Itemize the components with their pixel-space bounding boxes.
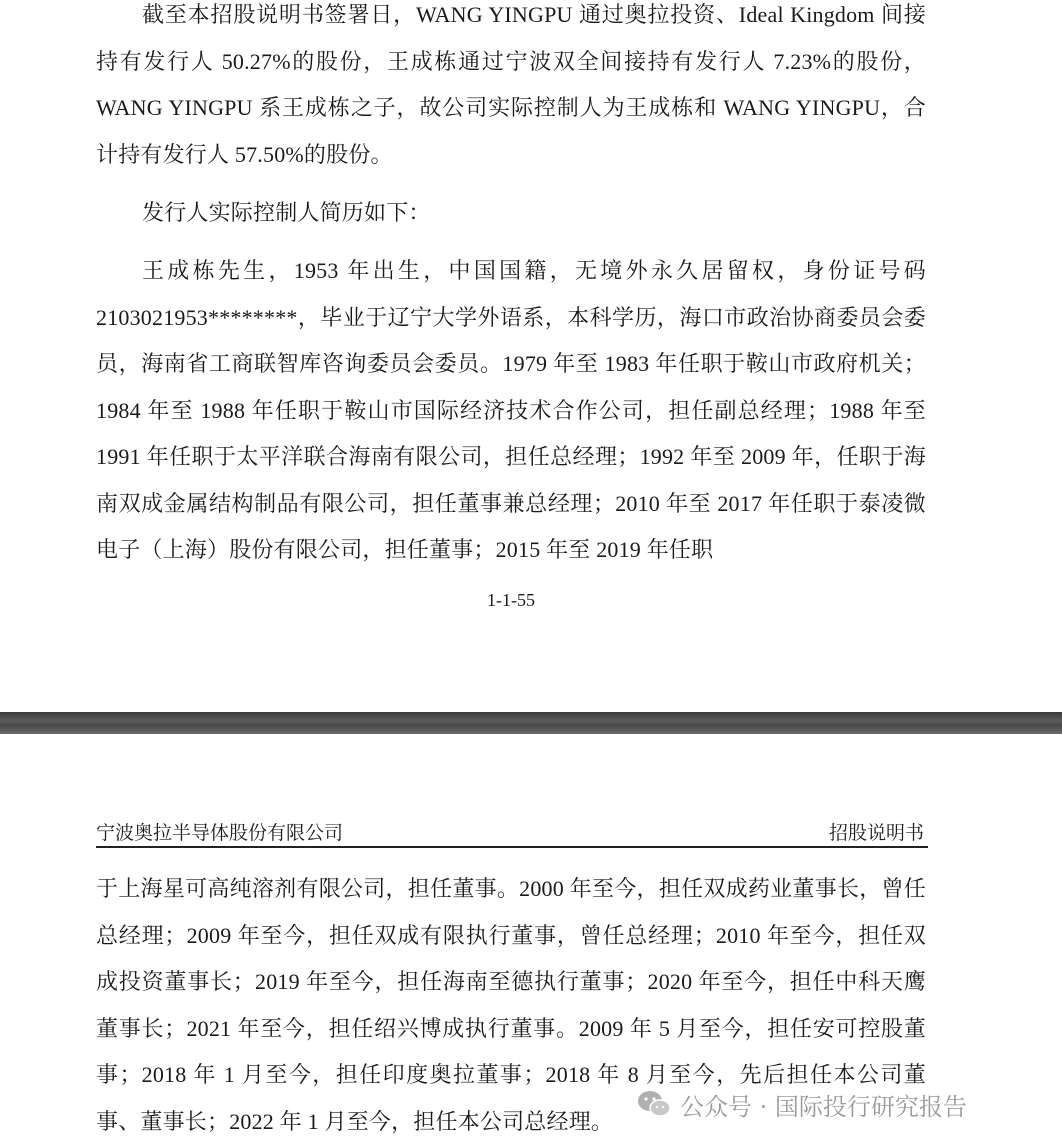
paragraph-bio-continued: 于上海星可高纯溶剂有限公司，担任董事。2000 年至今，担任双成药业董事长，曾任总经理；2009 年至今，担任双成有限执行董事，曾任总经理；2010 年至今，担任双成投资董事长；2019 年至今，担任海南至德执行董事；2020 年至今，担任中科天鹰董事长；2021 年至今，担任绍兴博成执行董事。2009 年 5 月至今，担任安可控股董事；2018 年 1 月至今，担任印度奥拉董事；2018 年 8 月至今，先后担任本公司董事、董事长；2022 年 1 月至今，担任本公司总经理。 bbox=[96, 876, 926, 1134]
paragraph-bio-wang-chengdong: 王成栋先生，1953 年出生，中国国籍，无境外永久居留权，身份证号码 2103021953********，毕业于辽宁大学外语系，本科学历，海口市政治协商委员会委员，海南省工商联智库咨询委员会委员。1979 年至 1983 年任职于鞍山市政府机关；1984 年至 1988 年任职于鞍山市国际经济技术合作公司，担任副总经理；1988 年至 1991 年任职于太平洋联合海南有限公司，担任总经理；1992 年至 2009 年，任职于海南双成金属结构制品有限公司，担任董事兼总经理；2010 年至 2017 年任职于泰凌微电子（上海）股份有限公司，担任董事；2015 年至 2019 年任职 bbox=[96, 258, 926, 562]
header-document-type: 招股说明书 bbox=[828, 823, 924, 844]
watermark bbox=[636, 1086, 967, 1122]
header-company-name: 宁波奥拉半导体股份有限公司 bbox=[96, 823, 344, 844]
wechat-icon bbox=[636, 1089, 672, 1119]
page-number: 1-1-55 bbox=[487, 590, 535, 610]
watermark-text: 公众号 · 国际投行研究报告 bbox=[680, 1092, 967, 1121]
paragraph-bio-intro: 发行人实际控制人简历如下： bbox=[142, 200, 431, 225]
paragraph-controller-shareholding: 截至本招股说明书签署日，WANG YINGPU 通过奥拉投资、Ideal Kingdom 间接持有发行人 50.27%的股份，王成栋通过宁波双全间接持有发行人 7.23%的股份，WANG YINGPU 系王成栋之子，故公司实际控制人为王成栋和 WANG YINGPU，合计持有发行人 57.50%的股份。 bbox=[96, 2, 926, 167]
page-separator bbox=[0, 712, 1062, 734]
running-header bbox=[96, 816, 928, 848]
